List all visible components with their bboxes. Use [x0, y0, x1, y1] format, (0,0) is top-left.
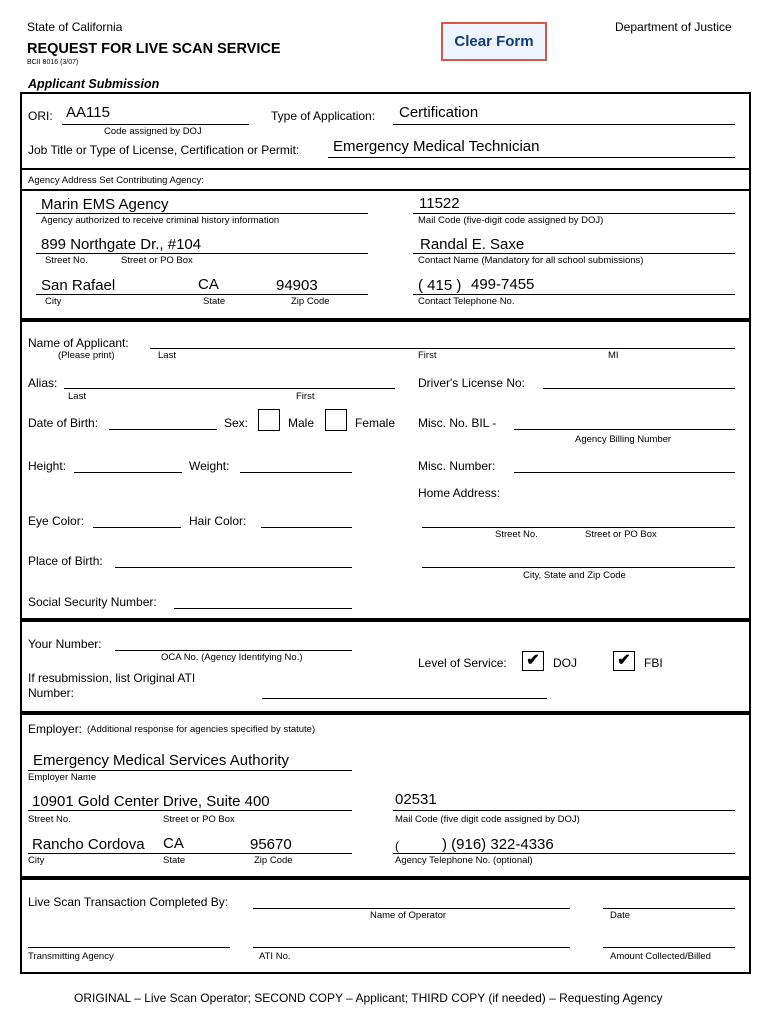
employer-street-field[interactable]: 10901 Gold Center Drive, Suite 400 [32, 793, 270, 810]
home-street-no-caption: Street No. [495, 529, 538, 540]
oca-caption: OCA No. (Agency Identifying No.) [161, 652, 303, 663]
drivers-license-field[interactable] [543, 388, 735, 389]
hair-color-label: Hair Color: [189, 514, 247, 528]
employer-name-caption: Employer Name [28, 772, 97, 783]
agency-street-caption: Street or PO Box [121, 255, 193, 266]
transmitting-agency-field[interactable] [28, 947, 230, 948]
operator-name-field[interactable] [253, 908, 570, 909]
agency-state-field[interactable]: CA [198, 276, 219, 293]
department-label: Department of Justice [615, 20, 732, 34]
clear-form-button[interactable]: Clear Form [441, 22, 547, 61]
contact-name-caption: Contact Name (Mandatory for all school submissions) [418, 255, 644, 266]
your-number-label: Your Number: [28, 637, 102, 651]
agency-name-field[interactable]: Marin EMS Agency [41, 196, 169, 213]
doj-label: DOJ [553, 656, 577, 670]
ssn-label: Social Security Number: [28, 595, 157, 609]
ori-label: ORI: [28, 109, 53, 123]
form-number: BCII 8016 (3/07) [27, 59, 79, 66]
employer-zip-field[interactable]: 95670 [250, 836, 292, 853]
applicant-name-label: Name of Applicant: [28, 336, 129, 350]
place-of-birth-field[interactable] [115, 567, 352, 568]
level-of-service-label: Level of Service: [418, 656, 507, 670]
contact-phone-field[interactable]: 499-7455 [471, 276, 535, 293]
employer-phone-paren: ( [395, 839, 399, 853]
agency-mail-code-field[interactable]: 11522 [419, 195, 460, 212]
date-caption: Date [610, 910, 631, 921]
agency-section-label: Agency Address Set Contributing Agency: [28, 175, 204, 186]
ori-field[interactable]: AA115 [66, 104, 110, 121]
home-city-state-zip-field[interactable] [422, 567, 735, 568]
eye-color-field[interactable] [93, 527, 181, 528]
original-ati-field[interactable] [262, 698, 547, 699]
home-street-caption: Street or PO Box [585, 529, 657, 540]
agency-zip-field[interactable]: 94903 [276, 277, 318, 294]
employer-street-no-caption: Street No. [28, 814, 71, 825]
employer-name-field[interactable]: Emergency Medical Services Authority [33, 752, 289, 769]
agency-city-field[interactable]: San Rafael [41, 277, 116, 294]
misc-bil-field[interactable] [514, 429, 735, 430]
applicant-submission-label: Applicant Submission [28, 77, 160, 91]
drivers-license-label: Driver's License No: [418, 376, 525, 390]
job-title-field[interactable]: Emergency Medical Technician [333, 138, 540, 155]
agency-street-field[interactable]: 899 Northgate Dr., #104 [41, 236, 202, 253]
alias-field[interactable] [64, 388, 395, 389]
agency-zip-caption: Zip Code [291, 296, 330, 307]
transmitting-agency-caption: Transmitting Agency [28, 951, 114, 962]
employer-city-field[interactable]: Rancho Cordova [32, 836, 145, 853]
applicant-last-caption: Last [158, 350, 176, 361]
eye-color-label: Eye Color: [28, 514, 85, 528]
place-of-birth-label: Place of Birth: [28, 554, 103, 568]
contact-phone-caption: Contact Telephone No. [418, 296, 515, 307]
state-label: State of California [27, 20, 123, 34]
height-label: Height: [28, 459, 67, 473]
misc-bil-label: Misc. No. BIL - [418, 416, 497, 430]
employer-note: (Additional response for agencies specified by statute) [87, 724, 316, 735]
agency-city-caption: City [45, 296, 62, 307]
ssn-field[interactable] [174, 608, 352, 609]
home-address-label: Home Address: [418, 486, 501, 500]
female-label: Female [355, 416, 396, 430]
applicant-name-field[interactable] [150, 348, 735, 349]
employer-phone-field[interactable]: ) (916) 322-4336 [442, 836, 554, 853]
fbi-checkbox[interactable]: ✔ [613, 651, 635, 671]
form-title: REQUEST FOR LIVE SCAN SERVICE [27, 41, 281, 57]
contact-name-field[interactable]: Randal E. Saxe [420, 236, 525, 253]
resubmission-label: If resubmission, list Original ATI [28, 671, 196, 685]
employer-state-caption: State [163, 855, 186, 866]
alias-first-caption: First [296, 391, 315, 402]
hair-color-field[interactable] [261, 527, 352, 528]
job-title-label: Job Title or Type of License, Certification or Permit: [28, 143, 300, 157]
agency-state-caption: State [203, 296, 226, 307]
sex-label: Sex: [224, 416, 249, 430]
employer-mail-code-field[interactable]: 02531 [395, 791, 437, 808]
your-number-field[interactable] [115, 650, 352, 651]
employer-phone-caption: Agency Telephone No. (optional) [395, 855, 533, 866]
female-checkbox[interactable] [325, 409, 347, 431]
ori-caption: Code assigned by DOJ [104, 126, 202, 137]
employer-zip-caption: Zip Code [254, 855, 293, 866]
employer-street-caption: Street or PO Box [163, 814, 235, 825]
amount-field[interactable] [603, 947, 735, 948]
date-field[interactable] [603, 908, 735, 909]
weight-field[interactable] [240, 472, 352, 473]
applicant-first-caption: First [418, 350, 437, 361]
resubmission-number-label: Number: [28, 686, 75, 700]
amount-caption: Amount Collected/Billed [610, 951, 711, 962]
copy-distribution-footer: ORIGINAL – Live Scan Operator; SECOND COPY – Applicant; THIRD COPY (if needed) – Requesting Agency [74, 991, 663, 1005]
applicant-mi-caption: MI [608, 350, 619, 361]
alias-last-caption: Last [68, 391, 86, 402]
date-of-birth-field[interactable] [109, 429, 217, 430]
completed-by-label: Live Scan Transaction Completed By: [28, 895, 229, 909]
agency-street-no-caption: Street No. [45, 255, 88, 266]
contact-phone-area-field[interactable]: ( 415 ) [418, 277, 462, 294]
ati-number-caption: ATI No. [259, 951, 291, 962]
alias-label: Alias: [28, 376, 58, 390]
ati-number-field[interactable] [253, 947, 570, 948]
employer-mail-code-caption: Mail Code (five digit code assigned by DOJ) [395, 814, 580, 825]
city-state-zip-caption: City, State and Zip Code [523, 570, 626, 581]
male-label: Male [288, 416, 315, 430]
operator-name-caption: Name of Operator [370, 910, 447, 921]
agency-name-caption: Agency authorized to receive criminal history information [41, 215, 280, 226]
agency-mail-code-caption: Mail Code (five-digit code assigned by DOJ) [418, 215, 604, 226]
misc-number-label: Misc. Number: [418, 459, 496, 473]
weight-label: Weight: [189, 459, 230, 473]
service-section [20, 620, 751, 713]
fbi-label: FBI [644, 656, 663, 670]
billing-number-caption: Agency Billing Number [575, 434, 672, 445]
please-print-caption: (Please print) [58, 350, 115, 361]
applicant-section [20, 320, 751, 620]
employer-label: Employer: [28, 722, 83, 736]
date-of-birth-label: Date of Birth: [28, 416, 99, 430]
doj-checkbox[interactable]: ✔ [522, 651, 544, 671]
misc-number-field[interactable] [514, 472, 735, 473]
employer-city-caption: City [28, 855, 45, 866]
employer-state-field[interactable]: CA [163, 835, 184, 852]
type-of-application-label: Type of Application: [271, 109, 376, 123]
male-checkbox[interactable] [258, 409, 280, 431]
home-street-field[interactable] [422, 527, 735, 528]
type-of-application-field[interactable]: Certification [399, 104, 479, 121]
height-field[interactable] [74, 472, 182, 473]
